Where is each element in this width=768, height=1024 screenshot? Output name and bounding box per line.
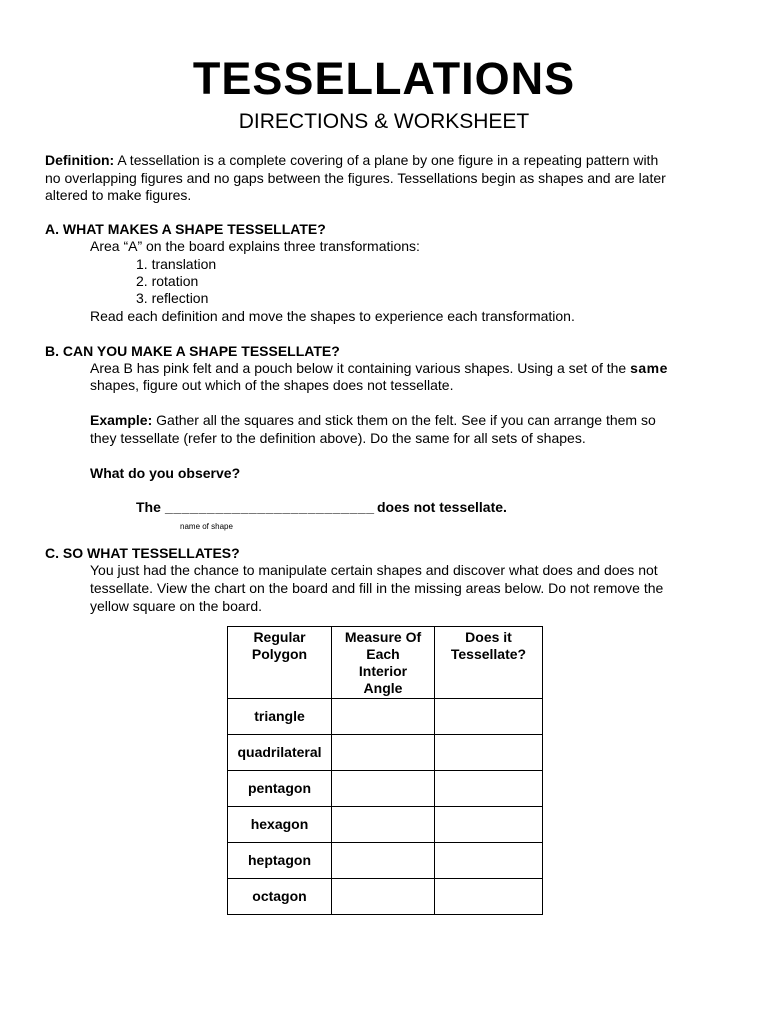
angle-answer-cell[interactable] xyxy=(332,879,435,915)
tessellate-answer-cell[interactable] xyxy=(435,699,543,735)
angle-answer-cell[interactable] xyxy=(332,843,435,879)
definition-text-1: A tessellation is a complete covering of a plane by one figure in a repeating pattern with xyxy=(117,152,659,168)
same-emphasis: same xyxy=(630,360,668,376)
page-title: TESSELLATIONS xyxy=(192,53,576,104)
section-c-line-3: yellow square on the board. xyxy=(90,598,262,614)
header-interior-angle: Measure Of Each Interior Angle xyxy=(332,627,435,699)
header-does-it-tessellate: Does it Tessellate? xyxy=(435,627,543,699)
section-c-line-1: You just had the chance to manipulate certain shapes and discover what does and does not xyxy=(90,562,658,578)
polygon-name: pentagon xyxy=(228,771,332,807)
angle-answer-cell[interactable] xyxy=(332,735,435,771)
polygon-name: quadrilateral xyxy=(228,735,332,771)
table-row xyxy=(228,843,543,879)
section-c-heading: C. SO WHAT TESSELLATES? xyxy=(45,545,240,561)
table-header-row xyxy=(228,627,543,699)
angle-answer-cell[interactable] xyxy=(332,699,435,735)
section-b-text: Area B has pink felt and a pouch below it containing various shapes. Using a set of the xyxy=(90,360,631,376)
angle-answer-cell[interactable] xyxy=(332,807,435,843)
definition-line-2: no overlapping figures and no gaps between the figures. Tessellations begin as shapes and are later xyxy=(45,170,666,186)
example-line-2: they tessellate (refer to the definition above). Do the same for all sets of shapes. xyxy=(90,430,586,446)
table-row xyxy=(228,879,543,915)
example-line-1 xyxy=(90,412,656,430)
section-b-heading: B. CAN YOU MAKE A SHAPE TESSELLATE? xyxy=(45,343,340,359)
section-b-paragraph-line-1 xyxy=(90,360,668,378)
table-row xyxy=(228,771,543,807)
definition-line-1 xyxy=(45,152,658,170)
tessellate-answer-cell[interactable] xyxy=(435,771,543,807)
header-regular-polygon: Regular Polygon xyxy=(228,627,332,699)
tessellate-answer-cell[interactable] xyxy=(435,735,543,771)
shape-name-blank[interactable]: _________________________ xyxy=(165,499,375,515)
section-a-closing: Read each definition and move the shapes to experience each transformation. xyxy=(90,308,575,324)
definition-label: Definition: xyxy=(45,152,115,168)
polygon-name: hexagon xyxy=(228,807,332,843)
section-a-intro: Area “A” on the board explains three transformations: xyxy=(90,238,420,254)
polygon-name: heptagon xyxy=(228,843,332,879)
tessellate-answer-cell[interactable] xyxy=(435,879,543,915)
section-b-paragraph-line-2: shapes, figure out which of the shapes does not tessellate. xyxy=(90,377,454,393)
table-row xyxy=(228,699,543,735)
list-item: 1. translation xyxy=(136,256,217,272)
section-c-line-2: tessellate. View the chart on the board and fill in the missing areas below. Do not remove the xyxy=(90,580,664,596)
list-item: 3. reflection xyxy=(136,290,209,306)
polygon-table xyxy=(227,626,543,915)
tessellate-answer-cell[interactable] xyxy=(435,843,543,879)
definition-line-3: altered to make figures. xyxy=(45,187,192,203)
list-item: 2. rotation xyxy=(136,273,199,289)
example-text: Gather all the squares and stick them on the felt. See if you can arrange them so xyxy=(152,412,656,428)
fill-suffix: does not tessellate. xyxy=(377,499,507,515)
section-a-heading: A. WHAT MAKES A SHAPE TESSELLATE? xyxy=(45,221,326,237)
page-subtitle: DIRECTIONS & WORKSHEET xyxy=(238,110,530,133)
polygon-name: triangle xyxy=(228,699,332,735)
tessellate-answer-cell[interactable] xyxy=(435,807,543,843)
angle-answer-cell[interactable] xyxy=(332,771,435,807)
table-row xyxy=(228,807,543,843)
table-row xyxy=(228,735,543,771)
blank-caption: name of shape xyxy=(180,522,233,531)
polygon-name: octagon xyxy=(228,879,332,915)
fill-prefix: The xyxy=(136,499,161,515)
example-label: Example: xyxy=(90,412,153,428)
observe-prompt: What do you observe? xyxy=(90,465,241,481)
